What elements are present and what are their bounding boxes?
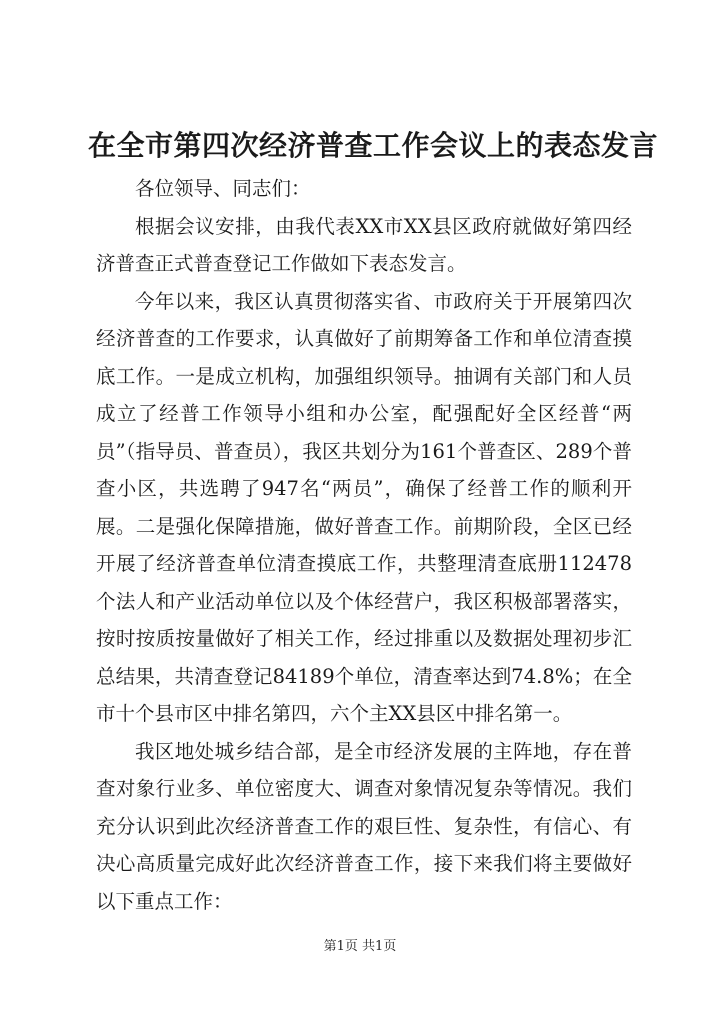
plan-paragraph: 我区地处城乡结合部，是全市经济发展的主阵地，存在普查对象行业多、单位密度大、调查对象情况复杂等情况。我们充分认识到此次经济普查工作的艰巨性、复杂性，有信心、有决心高质量完成好此次经济普查工作，接下来我们将主要做好以下重点工作： bbox=[96, 739, 632, 913]
document-title: 在全市第四次经济普查工作会议上的表态发言 bbox=[88, 129, 659, 162]
progress-paragraph: 今年以来，我区认真贯彻落实省、市政府关于开展第四次经济普查的工作要求，认真做好了前期筹备工作和单位清查摸底工作。一是成立机构，加强组织领导。抽调有关部门和人员成立了经普工作领导小组和办公室，配强配好全区经普“两员”（指导员、普查员），我区共划分为161个普查区、289个普查小区，共选聘了947名“两员”，确保了经普工作的顺利开展。二是强化保障措施，做好普查工作。前期阶段，全区已经开展了经济普查单位清查摸底工作，共整理清查底册112478个法人和产业活动单位以及个体经营户，我区积极部署落实，按时按质按量做好了相关工作，经过排重以及数据处理初步汇总结果，共清查登记84189个单位，清查率达到74.8%；在全市十个县市区中排名第四，六个主XX县区中排名第一。 bbox=[96, 289, 632, 725]
intro-paragraph: 根据会议安排，由我代表XX市XX县区政府就做好第四经济普查正式普查登记工作做如下表态发言。 bbox=[96, 214, 632, 275]
document-body bbox=[96, 170, 632, 920]
greeting-paragraph: 各位领导、同志们： bbox=[135, 177, 311, 200]
page-footer: 第1页 共1页 bbox=[323, 939, 397, 954]
